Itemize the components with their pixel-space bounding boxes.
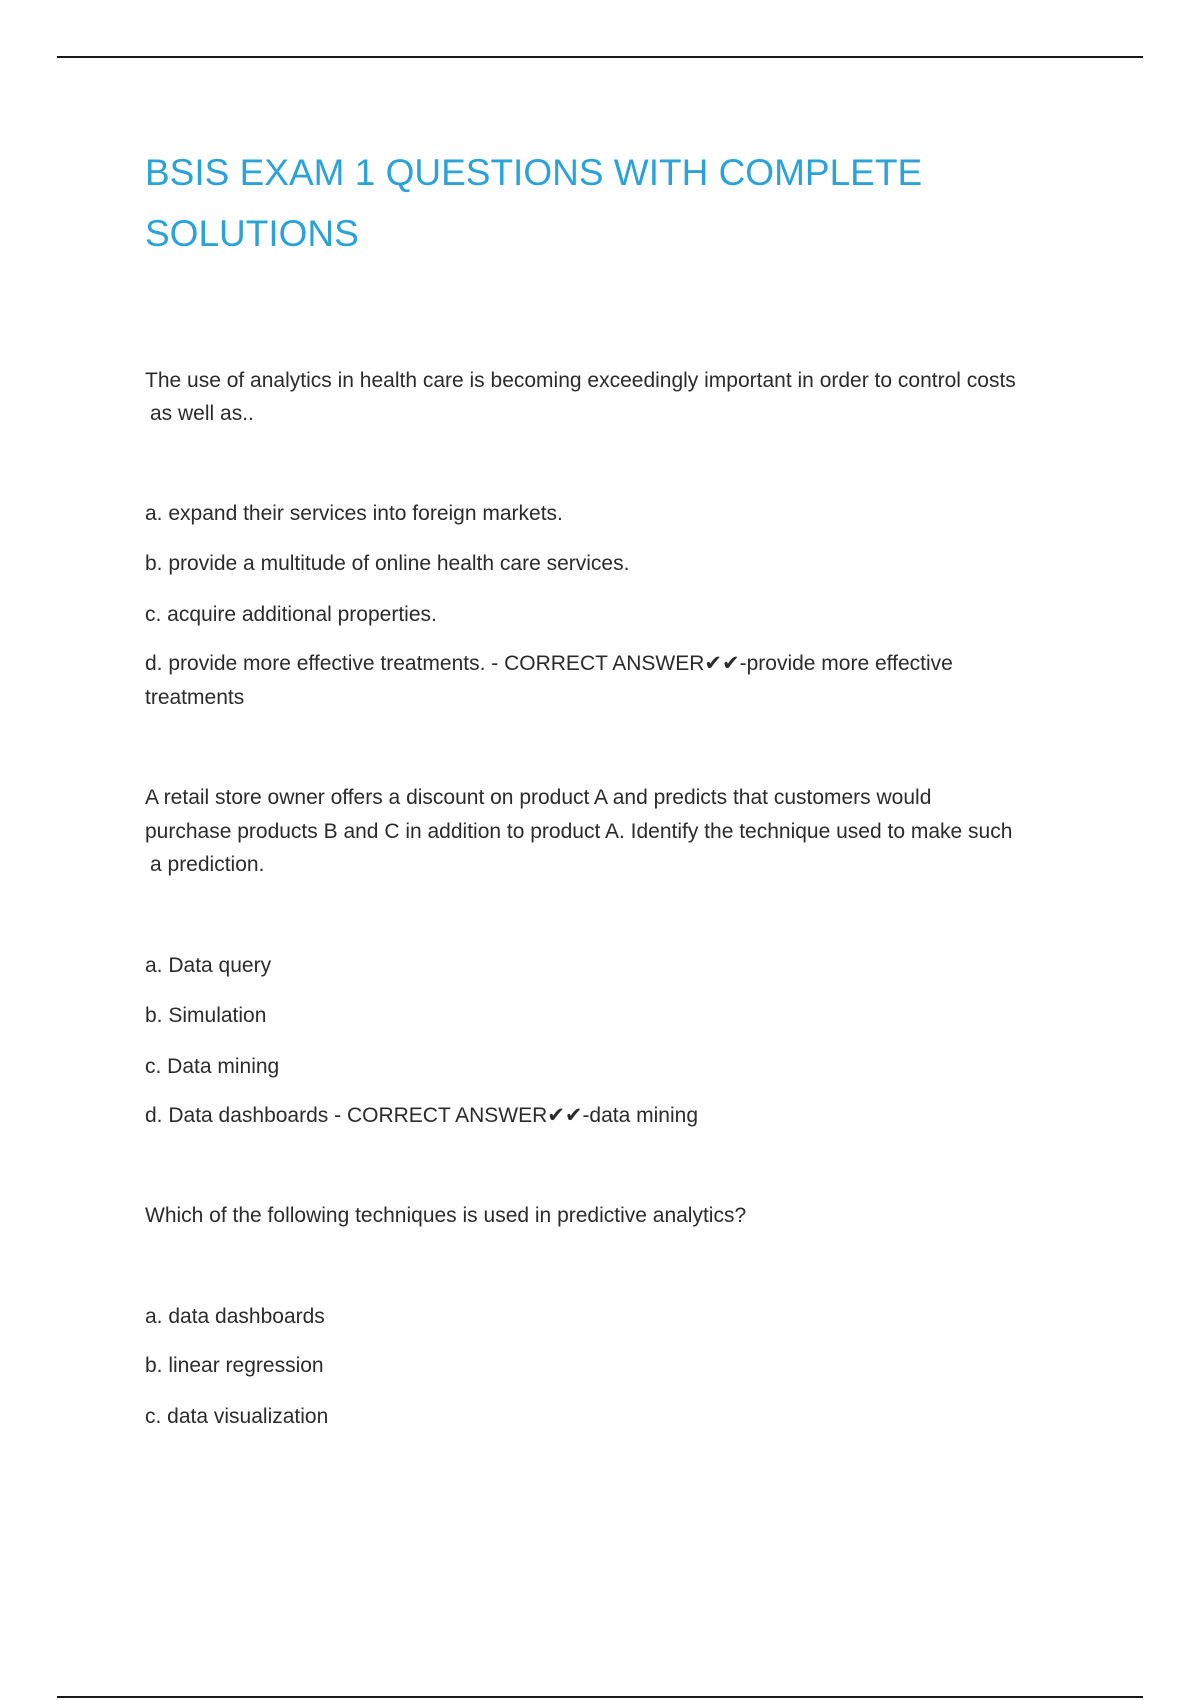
question-2-prompt-line-1: A retail store owner offers a discount on product A and predicts that customers would bbox=[145, 786, 932, 809]
question-2-prompt-line-3: a prediction. bbox=[150, 853, 265, 876]
header-rule bbox=[57, 56, 1143, 58]
question-2-option-a: a. Data query bbox=[145, 954, 272, 977]
document-title bbox=[145, 142, 1075, 264]
question-2-prompt-line-2: purchase products B and C in addition to product A. Identify the technique used to make such bbox=[145, 820, 1013, 843]
question-2-option-b: b. Simulation bbox=[145, 1004, 267, 1027]
question-1-prompt-line-1: The use of analytics in health care is becoming exceedingly important in order to control costs bbox=[145, 369, 1016, 392]
question-2-option-d: d. Data dashboards - CORRECT ANSWER✔✔-data mining bbox=[145, 1104, 699, 1127]
footer-rule bbox=[57, 1696, 1143, 1698]
question-2-option-c: c. Data mining bbox=[145, 1055, 280, 1078]
question-3-option-a: a. data dashboards bbox=[145, 1305, 325, 1328]
question-1-option-d-continued: treatments bbox=[145, 686, 245, 709]
question-3-prompt-line-1: Which of the following techniques is used in predictive analytics? bbox=[145, 1204, 747, 1227]
question-1-option-a: a. expand their services into foreign markets. bbox=[145, 502, 563, 525]
question-3-option-b: b. linear regression bbox=[145, 1354, 324, 1377]
question-1-option-b: b. provide a multitude of online health care services. bbox=[145, 552, 630, 575]
question-1-option-c: c. acquire additional properties. bbox=[145, 603, 437, 626]
title-line-1: BSIS EXAM 1 QUESTIONS WITH COMPLETE bbox=[145, 152, 923, 193]
title-line-2: SOLUTIONS bbox=[145, 213, 359, 254]
question-1-option-d: d. provide more effective treatments. - CORRECT ANSWER✔✔-provide more effective bbox=[145, 652, 953, 675]
question-1-prompt-line-2: as well as.. bbox=[150, 402, 254, 425]
question-3-option-c: c. data visualization bbox=[145, 1405, 329, 1428]
